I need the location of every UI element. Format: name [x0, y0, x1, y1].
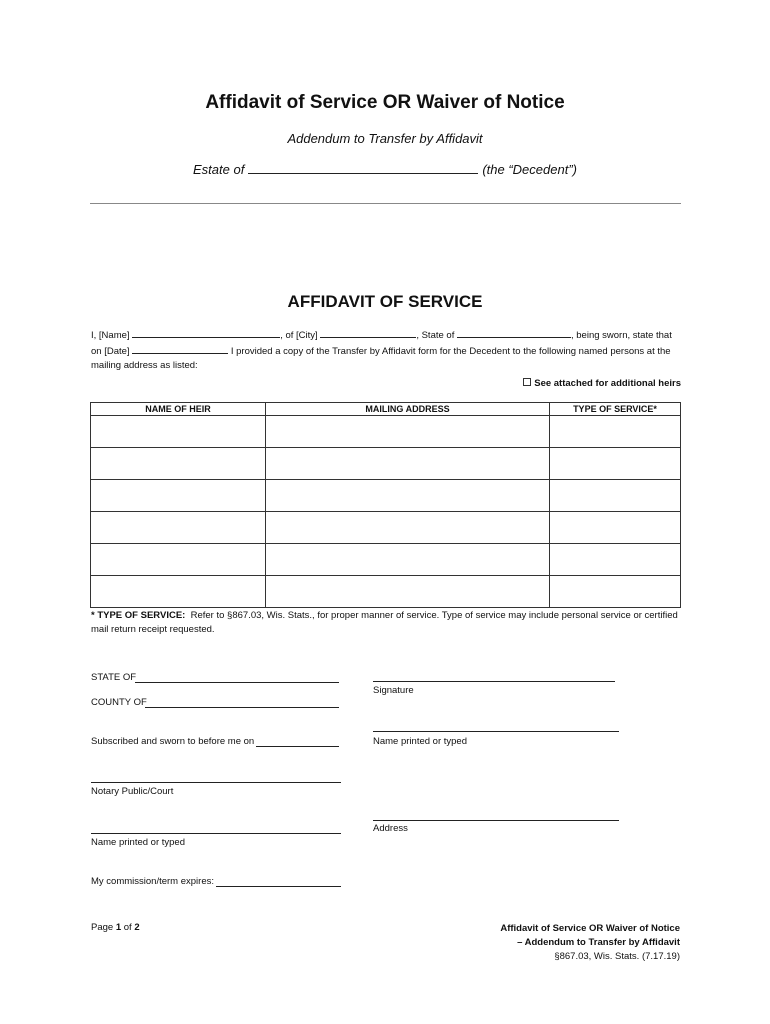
county-of-field[interactable] [145, 707, 339, 708]
service-type-cell[interactable] [550, 512, 681, 544]
service-type-cell[interactable] [550, 416, 681, 448]
heir-name-cell[interactable] [91, 544, 266, 576]
table-row [91, 480, 681, 512]
table-header-row [91, 403, 681, 416]
footer-citation: §867.03, Wis. Stats. (7.17.19) [554, 951, 680, 962]
service-note-text: Refer to §867.03, Wis. Stats., for proper manner of service. Type of service may include personal service or certified mail return receipt requested. [91, 610, 678, 635]
col-header-address: MAILING ADDRESS [266, 403, 550, 416]
address-line[interactable] [373, 820, 619, 821]
page-of: of [123, 922, 132, 933]
subscribed-date-field[interactable] [256, 746, 339, 747]
heir-name-cell[interactable] [91, 416, 266, 448]
address-label: Address [373, 823, 408, 834]
mailing-address-cell[interactable] [266, 416, 550, 448]
signature-label: Signature [373, 685, 414, 696]
sworn-statement [91, 327, 681, 373]
notary-name-line[interactable] [91, 833, 341, 834]
name-field[interactable] [132, 327, 280, 338]
estate-line [0, 161, 770, 177]
county-of-label: COUNTY OF [91, 697, 147, 708]
service-note-label: * TYPE OF SERVICE: [91, 610, 186, 621]
see-attached [460, 378, 681, 389]
estate-suffix: (the “Decedent”) [482, 162, 577, 177]
header-divider [90, 203, 681, 204]
city-label: , of [City] [280, 330, 318, 341]
signer-name-line[interactable] [373, 731, 619, 732]
mailing-address-cell[interactable] [266, 512, 550, 544]
mailing-address-cell[interactable] [266, 480, 550, 512]
notary-public-label: Notary Public/Court [91, 786, 174, 797]
footer-doc-info [430, 922, 680, 964]
subscribed-label: Subscribed and sworn to before me on [91, 736, 255, 747]
page-number [91, 922, 140, 933]
service-type-cell[interactable] [550, 448, 681, 480]
mailing-address-cell[interactable] [266, 448, 550, 480]
heirs-table [90, 402, 681, 608]
table-row [91, 544, 681, 576]
service-type-cell[interactable] [550, 480, 681, 512]
page-prefix: Page [91, 922, 114, 933]
mailing-address-cell[interactable] [266, 576, 550, 608]
notary-signature-line[interactable] [91, 782, 341, 783]
notary-name-label: Name printed or typed [91, 837, 185, 848]
state-of-label: STATE OF [91, 672, 137, 683]
provided-text: I provided a copy of the Transfer by Affidavit form for the Decedent to the following named persons at the mailing address as listed: [91, 346, 671, 371]
section-title: AFFIDAVIT OF SERVICE [287, 292, 483, 311]
table-row [91, 512, 681, 544]
document-subtitle: Addendum to Transfer by Affidavit [287, 131, 483, 146]
sworn-text: , being sworn, state that [570, 330, 672, 341]
table-row [91, 448, 681, 480]
estate-name-field[interactable] [248, 161, 478, 174]
service-type-cell[interactable] [550, 576, 681, 608]
footer-doc-title: Affidavit of Service OR Waiver of Notice [500, 923, 680, 934]
heir-name-cell[interactable] [91, 576, 266, 608]
col-header-name: NAME OF HEIR [91, 403, 266, 416]
footer-doc-subtitle: – Addendum to Transfer by Affidavit [517, 937, 680, 948]
city-field[interactable] [320, 327, 416, 338]
state-field[interactable] [457, 327, 571, 338]
page-current: 1 [115, 922, 122, 933]
heir-name-cell[interactable] [91, 512, 266, 544]
commission-label: My commission/term expires: [91, 876, 214, 887]
name-label: I, [Name] [91, 330, 130, 341]
heir-name-cell[interactable] [91, 448, 266, 480]
page-total: 2 [134, 922, 140, 933]
table-row [91, 416, 681, 448]
date-label: on [Date] [91, 346, 130, 357]
see-attached-label: See attached for additional heirs [534, 378, 681, 389]
state-label: , State of [416, 330, 455, 341]
estate-prefix: Estate of [193, 162, 245, 177]
heir-name-cell[interactable] [91, 480, 266, 512]
signer-name-label: Name printed or typed [373, 736, 467, 747]
state-of-field[interactable] [135, 682, 339, 683]
col-header-service: TYPE OF SERVICE* [550, 403, 681, 416]
table-row [91, 576, 681, 608]
document-title: Affidavit of Service OR Waiver of Notice [205, 92, 565, 113]
signature-line[interactable] [373, 681, 615, 682]
service-type-cell[interactable] [550, 544, 681, 576]
mailing-address-cell[interactable] [266, 544, 550, 576]
service-note [91, 609, 681, 637]
date-field[interactable] [132, 343, 228, 354]
see-attached-checkbox[interactable] [523, 378, 531, 386]
commission-date-field[interactable] [216, 886, 341, 887]
